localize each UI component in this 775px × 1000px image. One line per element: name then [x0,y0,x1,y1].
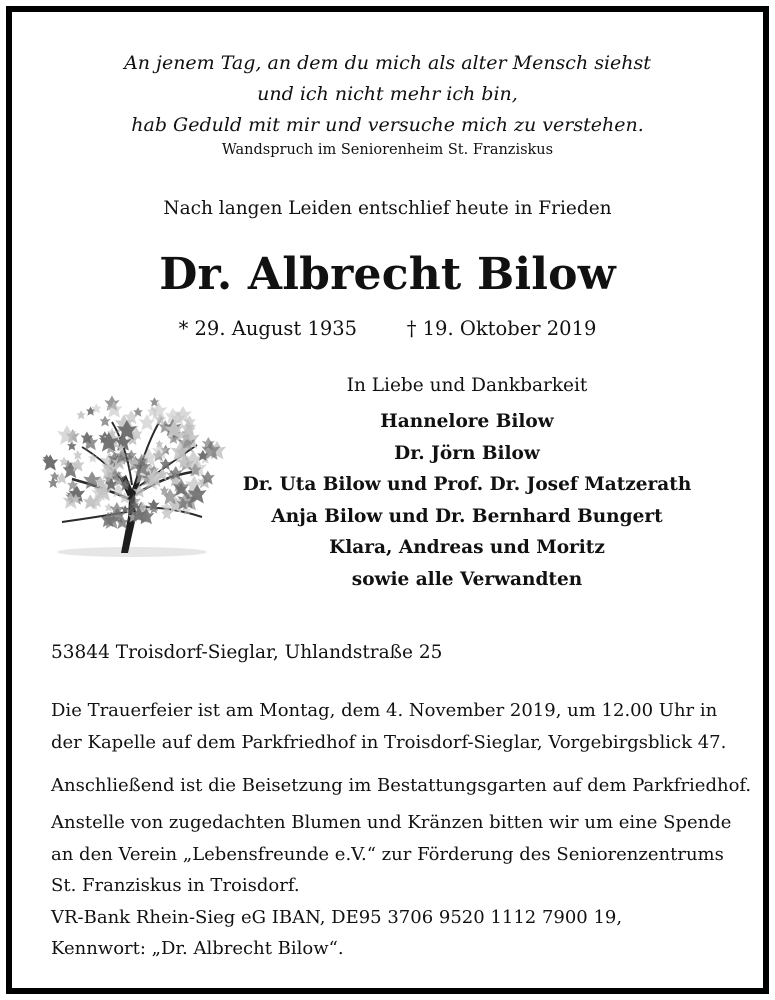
mourner-name: Dr. Jörn Bilow [394,442,540,464]
family-address: 53844 Troisdorf-Sieglar, Uhlandstraße 25 [51,642,443,663]
donation-info [51,807,751,965]
obituary-notice [6,6,769,994]
poem-source: Wandspruch im Seniorenheim St. Franziskus [221,142,554,158]
funeral-line: der Kapelle auf dem Parkfriedhof in Troisdorf-Sieglar, Vorgebirgsblick 47. [51,731,727,753]
leaf-shape [77,410,86,419]
burial-info [51,770,751,802]
intro-text: Nach langen Leiden entschlief heute in Frieden [163,198,612,219]
donation-line: St. Franziskus in Troisdorf. [51,875,300,896]
mourner-name: Klara, Andreas und Moritz [329,537,605,558]
leaf-shape [88,453,97,462]
poem-line: An jenem Tag, an dem du mich als alter Mensch siehst [124,52,651,74]
leaf-shape [56,472,68,484]
funeral-info [51,695,751,758]
life-dates [12,317,763,340]
poem [12,48,763,141]
poem-line: und ich nicht mehr ich bin, [257,83,518,105]
donation-line: Anstelle von zugedachten Blumen und Kränzen bitten wir um eine Spende [51,812,732,833]
burial-line: Anschließend ist die Beisetzung im Bestattungsgarten auf dem Parkfriedhof. [51,775,752,796]
funeral-line: Die Trauerfeier ist am Montag, dem 4. November 2019, um 12.00 Uhr in [51,700,718,721]
autumn-tree-icon [32,367,232,567]
birth-date: * 29. August 1935 [178,317,358,340]
death-date: † 19. Oktober 2019 [406,317,597,340]
mourner-name: Dr. Uta Bilow und Prof. Dr. Josef Matzerath [242,474,692,495]
mourner-name: Hannelore Bilow [380,411,554,432]
donation-line: Kennwort: „Dr. Albrecht Bilow“. [51,938,344,959]
mourners-heading: In Liebe und Dankbarkeit [346,375,588,396]
mourners-list [237,406,697,595]
deceased-name: Dr. Albrecht Bilow [159,249,616,300]
poem-line: hab Geduld mit mir und versuche mich zu verstehen. [131,114,644,136]
mourner-name: sowie alle Verwandten [351,568,583,590]
leaf-shape [42,454,58,470]
mourner-name: Anja Bilow und Dr. Bernhard Bungert [271,505,663,527]
donation-line: VR-Bank Rhein-Sieg eG IBAN, DE95 3706 9520 1112 7900 19, [51,906,623,928]
donation-line: an den Verein „Lebensfreunde e.V.“ zur Förderung des Seniorenzentrums [51,843,724,865]
